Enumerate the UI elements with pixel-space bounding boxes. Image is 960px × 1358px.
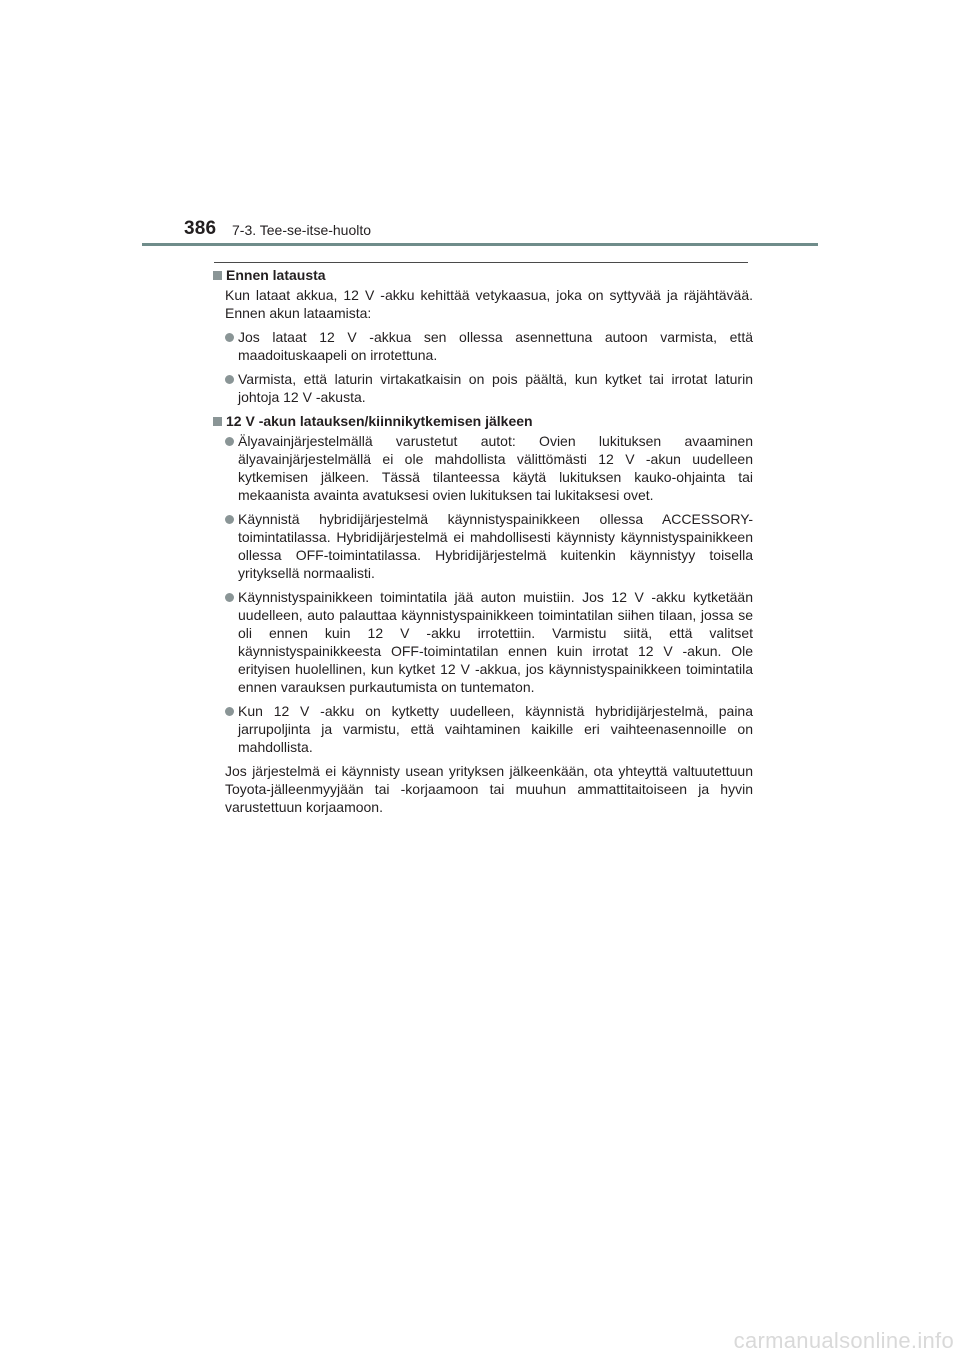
list-item-text: Kun 12 V -akku on kytketty uudelleen, käynnistä hybridijärjestelmä, paina jarrupoljinta ja varmistu, että vaihtaminen kaikille eri vaihteenasennoille on mahdollista.: [238, 703, 753, 755]
closing-paragraph: Jos järjestelmä ei käynnisty usean yrityksen jälkeenkään, ota yhteyttä valtuutettuun Toyota-jälleenmyyjään tai -korjaamoon tai muuhun ammattitaitoiseen ja hyvin varustettuun korjaamoon.: [225, 763, 753, 815]
list-item-text: Käynnistä hybridijärjestelmä käynnistyspainikkeen ollessa ACCESSORY-toimintatilassa. Hybridijärjestelmä ei mahdollisesti käynnisty käynnistyspainikkeen ollessa OFF-toimintatilassa. Hybridijärjestelmä kuitenkin käynnistyy toisella yrityksellä normaalisti.: [238, 511, 753, 581]
square-bullet-icon: [213, 271, 222, 280]
round-bullet-icon: [225, 707, 234, 716]
section-heading-after-charging: [213, 412, 753, 430]
list-item-text: Jos lataat 12 V -akkua sen ollessa asennettuna autoon varmista, että maadoituskaapeli on irrotettuna.: [238, 329, 753, 363]
round-bullet-icon: [225, 375, 234, 384]
list-item: [225, 328, 753, 364]
list-item-text: Varmista, että laturin virtakatkaisin on pois päältä, kun kytket tai irrotat laturin johtoja 12 V -akusta.: [238, 371, 753, 405]
section-title: 7-3. Tee-se-itse-huolto: [232, 222, 372, 238]
list-item: [225, 432, 753, 504]
round-bullet-icon: [225, 515, 234, 524]
list-item-text: Käynnistyspainikkeen toimintatila jää auton muistiin. Jos 12 V -akku kytketään uudelleen, auto palauttaa käynnistyspainikkeen toimintatilan siihen tilaan, jossa se oli ennen kuin 12 V -akku irrotettiin. Varmistu siitä, että valitset käynnistyspainikkeesta OFF-toimintatilan ennen kuin irrotat 12 V -akun. Ole erityisen huolellinen, kun kytket 12 V -akkua, jos käynnistyspainikkeen toimintatila ennen varauksen purkautumista on tuntematon.: [238, 589, 753, 695]
watermark: carmanualsonline.info: [733, 1328, 954, 1353]
content-rule: [214, 262, 748, 263]
heading-text: Ennen latausta: [226, 267, 326, 283]
list-item: [225, 510, 753, 582]
list-item: [225, 588, 753, 696]
page-number: 386: [184, 218, 217, 239]
square-bullet-icon: [213, 417, 222, 426]
list-item-text: Älyavainjärjestelmällä varustetut autot: Ovien lukituksen avaaminen älyavainjärjestelmällä ei ole mahdollista välittömästi 12 V -akun uudelleen kytkemisen jälkeen. Tässä tilanteessa käytä lukituksen kauko-ohjainta tai mekaanista avainta avatuksesi ovien lukituksen tai lukitaksesi ovet.: [238, 433, 753, 503]
list-item: [225, 702, 753, 756]
intro-paragraph: Kun lataat akkua, 12 V -akku kehittää vetykaasua, joka on syttyvää ja räjähtävää. Ennen akun lataamista:: [225, 287, 753, 321]
list-item: [225, 370, 753, 406]
round-bullet-icon: [225, 333, 234, 342]
header-rule: [142, 243, 818, 246]
heading-text: 12 V -akun latauksen/kiinnikytkemisen jälkeen: [226, 413, 533, 429]
section-heading-before-charging: [213, 266, 753, 284]
round-bullet-icon: [225, 593, 234, 602]
page-content: [213, 266, 753, 822]
round-bullet-icon: [225, 437, 234, 446]
